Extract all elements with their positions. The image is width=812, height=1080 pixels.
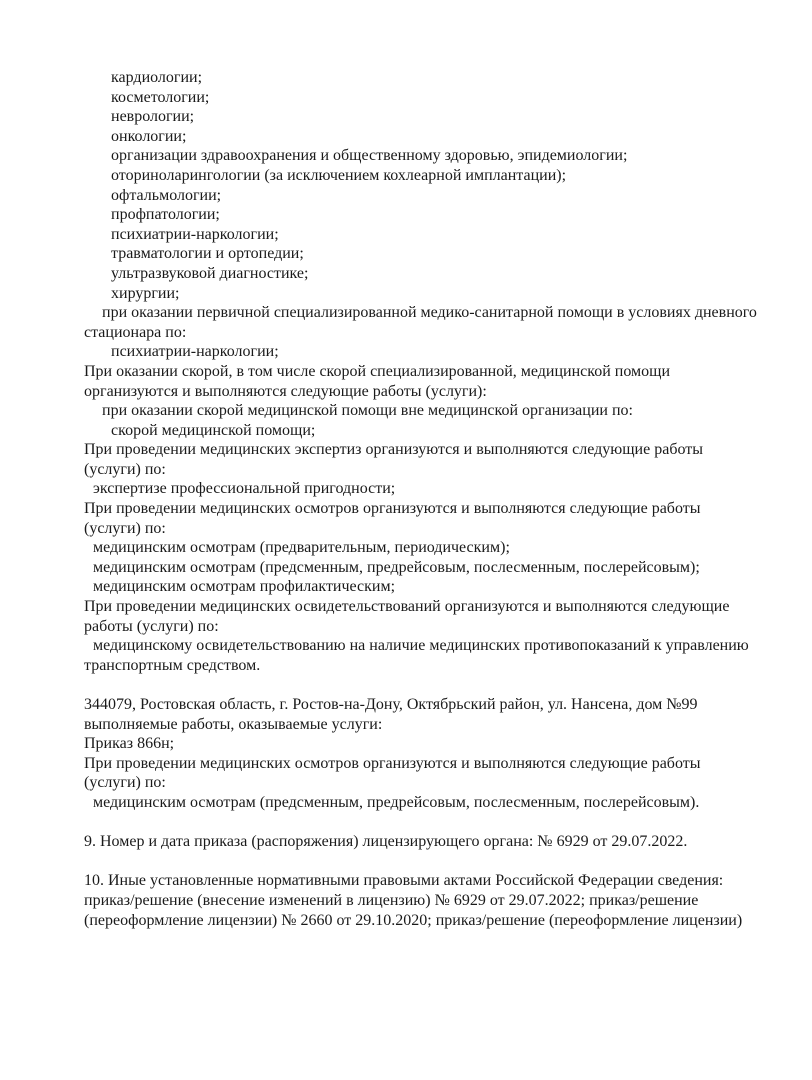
text-line: ультразвуковой диагностике;	[111, 264, 309, 282]
text-line: кардиологии;	[111, 69, 203, 86]
text-line: медицинским осмотрам (предсменным, предрейсовым, послесменным, послерейсовым);	[93, 558, 700, 576]
text-line: при оказании скорой медицинской помощи вне медицинской организации по:	[102, 402, 633, 420]
text-line: выполняемые работы, оказываемые услуги:	[84, 715, 383, 733]
text-line: психиатрии-наркологии;	[111, 225, 279, 243]
text-line: организуются и выполняются следующие работы (услуги):	[84, 382, 487, 400]
text-line: транспортным средством.	[84, 656, 261, 674]
text-line: при оказании первичной специализированной медико-санитарной помощи в условиях дневного	[102, 304, 757, 322]
text-line: организации здравоохранения и общественному здоровью, эпидемиологии;	[111, 147, 628, 165]
text-line: стационара по:	[84, 323, 187, 341]
text-line: оториноларингологии (за исключением кохлеарной имплантации);	[111, 166, 567, 184]
text-line: косметологии;	[111, 88, 210, 106]
text-line: (услуги) по:	[84, 774, 166, 792]
text-line: медицинским осмотрам (предсменным, предрейсовым, послесменным, послерейсовым).	[93, 793, 700, 811]
text-line: (переоформление лицензии) № 2660 от 29.10.2020; приказ/решение (переоформление лицензии)	[84, 911, 743, 929]
text-line: При проведении медицинских осмотров организуются и выполняются следующие работы	[84, 500, 701, 518]
blank-line	[84, 675, 772, 695]
text-line: (услуги) по:	[84, 460, 166, 478]
text-line: приказ/решение (внесение изменений в лицензию) № 6929 от 29.07.2022; приказ/решение	[84, 891, 699, 909]
text-line: хирургии;	[111, 284, 180, 302]
text-line: экспертизе профессиональной пригодности;	[93, 480, 396, 498]
text-line: психиатрии-наркологии;	[111, 343, 279, 361]
text-line: офтальмологии;	[111, 186, 222, 204]
text-line: При оказании скорой, в том числе скорой специализированной, медицинской помощи	[84, 362, 671, 380]
text-line: Приказ 866н;	[84, 735, 175, 753]
text-line: 10. Иные установленные нормативными правовыми актами Российской Федерации сведения:	[84, 872, 724, 890]
text-line: При проведении медицинских осмотров организуются и выполняются следующие работы	[84, 754, 701, 772]
text-line: 344079, Ростовская область, г. Ростов-на-Дону, Октябрьский район, ул. Нансена, дом №99	[84, 696, 698, 713]
text-line: травматологии и ортопедии;	[111, 245, 304, 263]
text-line: При проведении медицинских освидетельствований организуются и выполняются следующие	[84, 598, 730, 616]
text-line: 9. Номер и дата приказа (распоряжения) лицензирующего органа: № 6929 от 29.07.2022.	[84, 833, 688, 851]
blank-line	[84, 813, 772, 833]
text-line: (услуги) по:	[84, 519, 166, 537]
text-line: профпатологии;	[111, 206, 220, 224]
text-line: онкологии;	[111, 127, 187, 145]
text-line: неврологии;	[111, 108, 195, 126]
blank-line	[84, 852, 772, 872]
text-line: При проведении медицинских экспертиз организуются и выполняются следующие работы	[84, 441, 703, 459]
text-line: скорой медицинской помощи;	[111, 421, 316, 439]
text-line: медицинскому освидетельствованию на наличие медицинских противопоказаний к управлению	[93, 637, 749, 655]
text-line: медицинским осмотрам профилактическим;	[93, 578, 396, 596]
text-line: работы (услуги) по:	[84, 617, 219, 635]
text-line: медицинским осмотрам (предварительным, периодическим);	[93, 539, 510, 557]
